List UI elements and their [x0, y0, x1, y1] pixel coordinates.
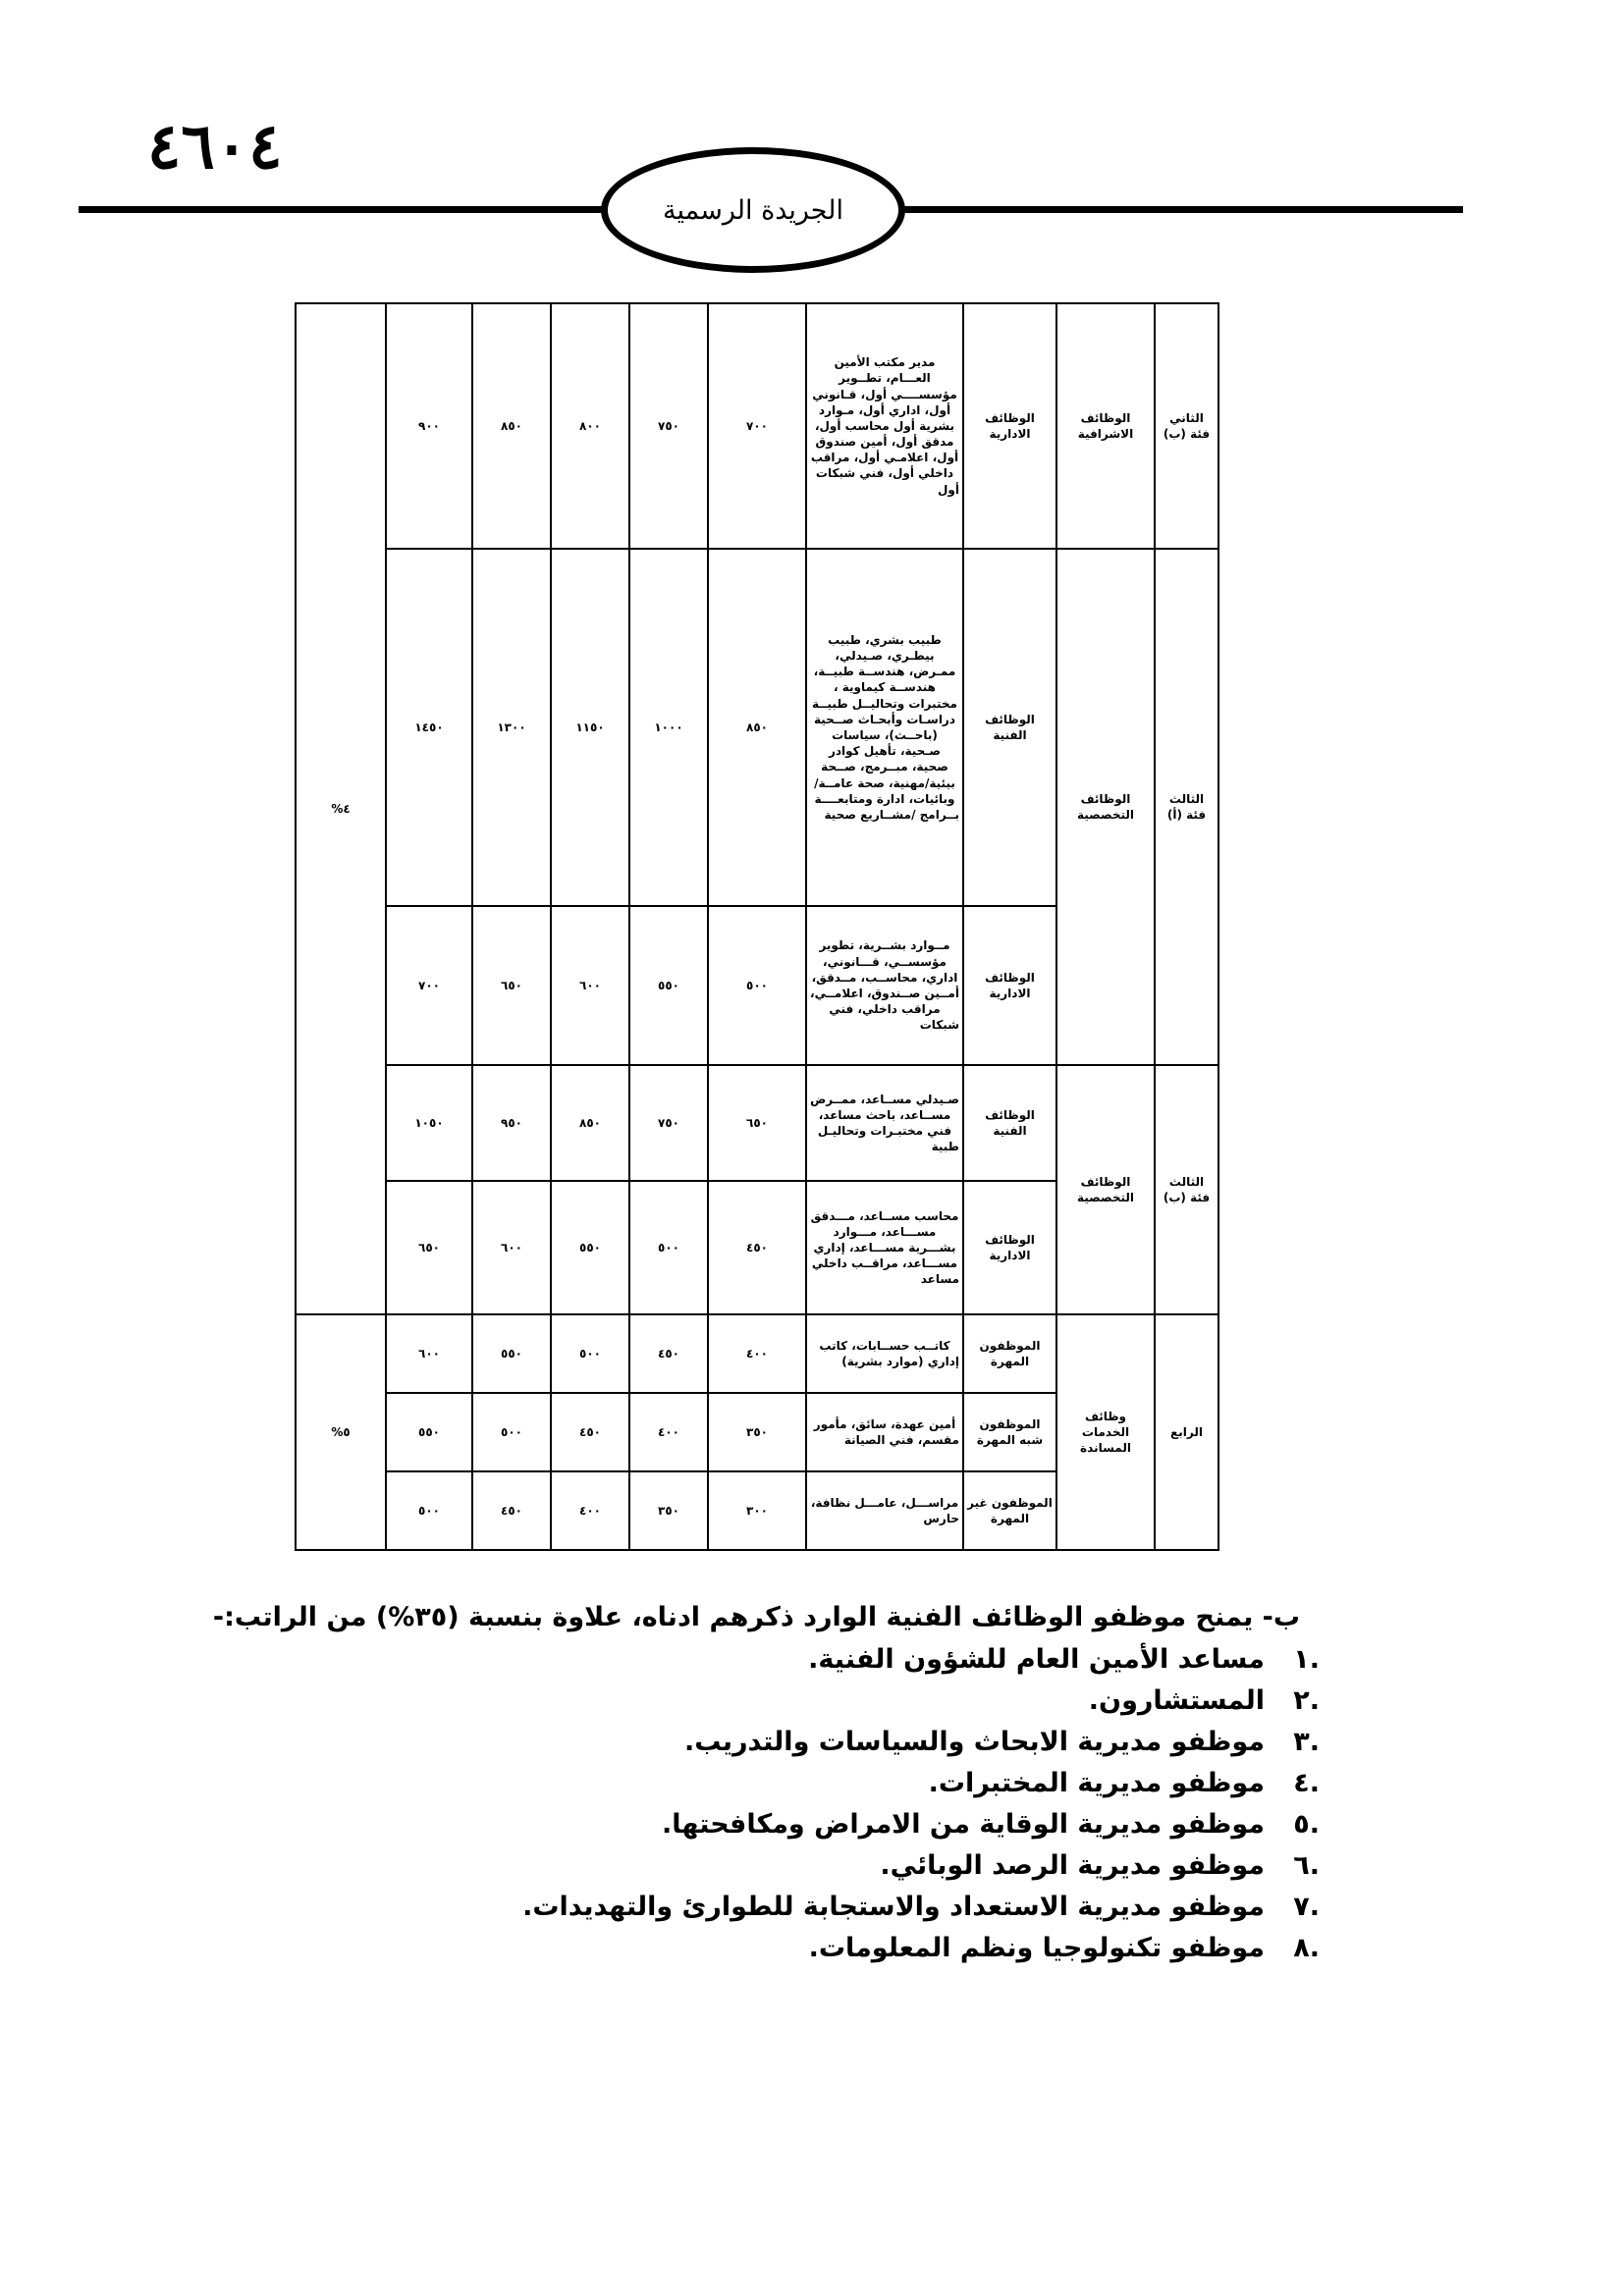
- list-item-text: موظفو تكنولوجيا ونظم المعلومات.: [808, 1933, 1265, 1963]
- value-cell: ٤٠٠: [708, 1314, 806, 1393]
- value-cell: ٣٥٠: [708, 1393, 806, 1471]
- job-titles-cell: صـيدلي مســاعد، ممــرض مســاعد، باحث مساعد، فني مختبـرات وتحاليـل طبية: [806, 1065, 963, 1181]
- value-cell: ٦٥٠: [708, 1065, 806, 1181]
- value-cell: ٦٠٠: [472, 1181, 551, 1314]
- list-item-number: .٥: [1293, 1809, 1320, 1840]
- table-row: [296, 1065, 1218, 1181]
- value-cell: ٥٥٠: [386, 1393, 472, 1471]
- value-cell: ٩٥٠: [472, 1065, 551, 1181]
- page-number: ٤٦٠٤: [147, 110, 283, 184]
- job-titles-cell: أمين عهدة، سائق، مأمور مقسم، فني الصيانة: [806, 1393, 963, 1471]
- list-item: [522, 1763, 1320, 1804]
- job-group-cell: الوظائف التخصصية: [1056, 1065, 1155, 1314]
- list-item-number: .٦: [1293, 1850, 1320, 1881]
- list-item-number: .٧: [1293, 1892, 1320, 1922]
- value-cell: ٦٠٠: [551, 906, 629, 1065]
- value-cell: ٤٠٠: [551, 1471, 629, 1550]
- job-subgroup-cell: الوظائف الادارية: [963, 303, 1056, 549]
- list-item-text: موظفو مديرية الوقاية من الامراض ومكافحتها.: [661, 1809, 1265, 1840]
- gazette-title: الجريدة الرسمية: [663, 194, 843, 226]
- table-row: [296, 1314, 1218, 1393]
- job-titles-cell: محاسب مســاعد، مـــدقق مســـاعد، مـــوارد بشـــرية مســـاعد، إداري مســـاعد، مراقــب داخلي مساعد: [806, 1181, 963, 1314]
- table-row: [296, 303, 1218, 549]
- value-cell: ٦٥٠: [386, 1181, 472, 1314]
- value-cell: ١٣٠٠: [472, 549, 551, 906]
- value-cell: ١٤٥٠: [386, 549, 472, 906]
- value-cell: ٨٥٠: [708, 549, 806, 906]
- value-cell: ٥٥٠: [472, 1314, 551, 1393]
- list-item: [522, 1928, 1320, 1969]
- job-group-cell: وظائف الخدمات المساندة: [1056, 1314, 1155, 1550]
- value-cell: ١٠٥٠: [386, 1065, 472, 1181]
- job-group-cell: الوظائف الاشرافية: [1056, 303, 1155, 549]
- list-item: [522, 1845, 1320, 1887]
- job-subgroup-cell: الوظائف الادارية: [963, 906, 1056, 1065]
- value-cell: ١٠٠٠: [629, 549, 708, 906]
- value-cell: ٤٥٠: [472, 1471, 551, 1550]
- list-item-text: موظفو مديرية المختبرات.: [928, 1768, 1265, 1798]
- value-cell: ٧٠٠: [708, 303, 806, 549]
- value-cell: ١١٥٠: [551, 549, 629, 906]
- list-item-text: المستشارون.: [1088, 1685, 1265, 1716]
- section-b-list: [522, 1639, 1320, 1969]
- allowance-percent-cell: ٤%: [296, 303, 386, 1314]
- grade-level-cell: الثالث فئة (ب): [1155, 1065, 1218, 1314]
- value-cell: ٧٥٠: [629, 1065, 708, 1181]
- job-titles-cell: مراســـل، عامـــل نظافة، حارس: [806, 1471, 963, 1550]
- gazette-header-oval: [601, 147, 905, 273]
- list-item: [522, 1804, 1320, 1845]
- list-item-number: .٢: [1293, 1685, 1320, 1716]
- value-cell: ٤٥٠: [629, 1314, 708, 1393]
- value-cell: ٥٥٠: [629, 906, 708, 1065]
- list-item-text: موظفو مديرية الرصد الوبائي.: [880, 1850, 1265, 1881]
- job-subgroup-cell: الوظائف الفنية: [963, 1065, 1056, 1181]
- value-cell: ٨٠٠: [551, 303, 629, 549]
- list-item-number: .٣: [1293, 1727, 1320, 1757]
- job-titles-cell: طبيب بشري، طبيب بيطـري، صـيدلي، ممـرض، هندســة طبيــة، هندســة كيماوية ، مختبرات وتحاليــل طبيــة دراسـات وأبحـاث صــحية (باحــث)، سياسات صـحية، تأهيل كوادر صحية، مبــرمج، صــحة بيئية/مهنية، صحة عامــة/وبائيات، ادارة ومتابعــــة بــرامج /مشــاريع صحية: [806, 549, 963, 906]
- list-item: [522, 1887, 1320, 1928]
- value-cell: ٧٠٠: [386, 906, 472, 1065]
- list-item: [522, 1681, 1320, 1722]
- value-cell: ٨٥٠: [551, 1065, 629, 1181]
- value-cell: ٥٠٠: [551, 1314, 629, 1393]
- value-cell: ٨٥٠: [472, 303, 551, 549]
- value-cell: ٧٥٠: [629, 303, 708, 549]
- job-subgroup-cell: الوظائف الفنية: [963, 549, 1056, 906]
- job-group-cell: الوظائف التخصصية: [1056, 549, 1155, 1065]
- list-item-number: .٤: [1293, 1768, 1320, 1798]
- value-cell: ٦٥٠: [472, 906, 551, 1065]
- grade-level-cell: الرابع: [1155, 1314, 1218, 1550]
- value-cell: ٤٥٠: [551, 1393, 629, 1471]
- value-cell: ٥٠٠: [386, 1471, 472, 1550]
- list-item-text: موظفو مديرية الاستعداد والاستجابة للطوارئ والتهديدات.: [522, 1892, 1265, 1922]
- job-subgroup-cell: الموظفون غير المهرة: [963, 1471, 1056, 1550]
- value-cell: ٥٠٠: [472, 1393, 551, 1471]
- grade-level-cell: الثاني فئة (ب): [1155, 303, 1218, 549]
- job-titles-cell: مــوارد بشــرية، تطوير مؤسســي، قـــانوني، اداري، محاســب، مــدقق، أمــين صــندوق، اعلامــي، مراقب داخلي، فني شبكات: [806, 906, 963, 1065]
- value-cell: ٦٠٠: [386, 1314, 472, 1393]
- value-cell: ٤٥٠: [708, 1181, 806, 1314]
- job-titles-cell: مدير مكتب الأمين العـــام، تطــوير مؤسســــي أول، قـانوني أول، اداري أول، مـوارد بشرية أول محاسب أول، مدقق أول، أمين صندوق أول، اعلامـي أول، مراقب داخلي أول، فني شبكات أول: [806, 303, 963, 549]
- job-titles-cell: كاتــب حســابات، كاتب إداري (موارد بشرية): [806, 1314, 963, 1393]
- value-cell: ٥٥٠: [551, 1181, 629, 1314]
- list-item-text: موظفو مديرية الابحاث والسياسات والتدريب.: [684, 1727, 1265, 1757]
- grade-level-cell: الثالث فئة (أ): [1155, 549, 1218, 1065]
- list-item: [522, 1639, 1320, 1681]
- list-item: [522, 1722, 1320, 1763]
- value-cell: ٥٠٠: [629, 1181, 708, 1314]
- list-item-number: .١: [1293, 1644, 1320, 1675]
- value-cell: ٩٠٠: [386, 303, 472, 549]
- table-row: [296, 549, 1218, 906]
- value-cell: ٤٠٠: [629, 1393, 708, 1471]
- value-cell: ٣٠٠: [708, 1471, 806, 1550]
- list-item-text: مساعد الأمين العام للشؤون الفنية.: [808, 1644, 1265, 1675]
- job-subgroup-cell: الموظفون المهرة: [963, 1314, 1056, 1393]
- allowance-percent-cell: ٥%: [296, 1314, 386, 1550]
- job-subgroup-cell: الوظائف الادارية: [963, 1181, 1056, 1314]
- section-b-intro: ب- يمنح موظفو الوظائف الفنية الوارد ذكرهم ادناه، علاوة بنسبة (٣٥%) من الراتب:-: [212, 1602, 1300, 1632]
- list-item-number: .٨: [1293, 1933, 1320, 1963]
- value-cell: ٥٠٠: [708, 906, 806, 1065]
- job-subgroup-cell: الموظفون شبه المهرة: [963, 1393, 1056, 1471]
- value-cell: ٣٥٠: [629, 1471, 708, 1550]
- salary-table: [295, 302, 1219, 1551]
